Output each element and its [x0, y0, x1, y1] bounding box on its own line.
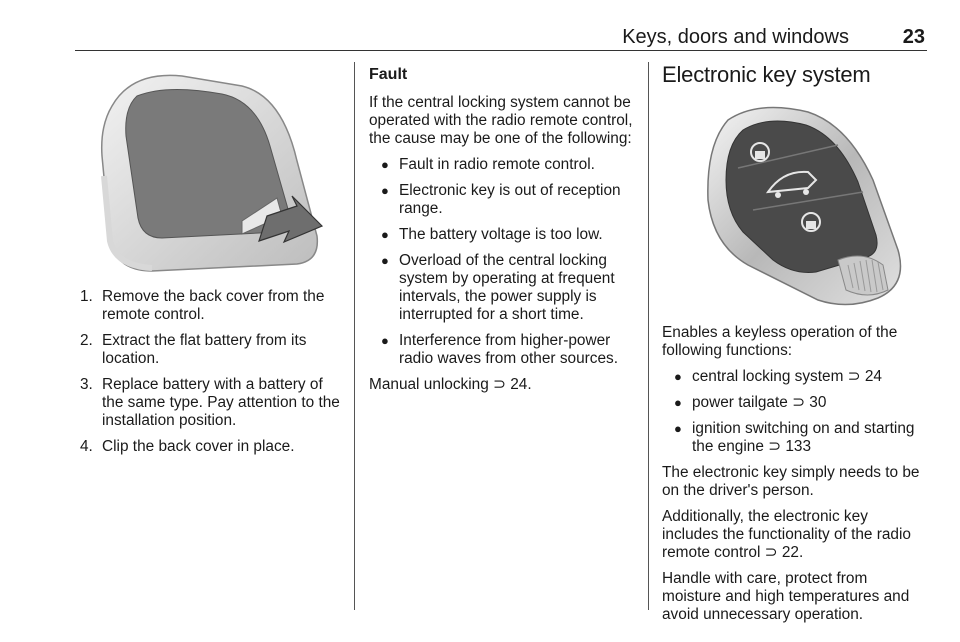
- eks-functions-list: [662, 368, 928, 456]
- key-back-cover-illustration: [92, 66, 338, 278]
- eks-paragraph: Additionally, the electronic key includes the functionality of the radio remote control ⊃ 22.: [662, 508, 911, 561]
- column-divider: [354, 62, 355, 610]
- fault-intro: If the central locking system cannot be operated with the radio remote control, the cause may be one of the following:: [369, 94, 633, 147]
- fault-causes-list: [369, 156, 635, 368]
- chapter-title: Keys, doors and windows: [622, 26, 849, 48]
- list-item: ● central locking system ⊃ 24: [674, 368, 882, 385]
- eks-paragraph: The electronic key simply needs to be on the driver's person.: [662, 464, 920, 499]
- electronic-key-column: [662, 62, 928, 632]
- list-item: ● Interference from higher-power radio waves from other sources.: [381, 332, 618, 367]
- list-item: ● The battery voltage is too low.: [381, 226, 603, 243]
- list-item: 3. Replace battery with a battery of the same type. Pay attention to the installation position.: [80, 376, 340, 429]
- section-title: Electronic key system: [662, 62, 871, 87]
- page-number: 23: [902, 26, 925, 48]
- battery-steps-list: [80, 288, 342, 456]
- list-item: 1. Remove the back cover from the remote control.: [80, 288, 325, 323]
- page-header: [75, 0, 927, 51]
- eks-intro: Enables a keyless operation of the following functions:: [662, 324, 898, 359]
- list-item: 2. Extract the flat battery from its location.: [80, 332, 307, 367]
- manual-unlocking-link[interactable]: Manual unlocking ⊃ 24.: [369, 376, 532, 393]
- eks-paragraph: Handle with care, protect from moisture and high temperatures and avoid unnecessary operation.: [662, 570, 910, 623]
- column-divider: [648, 62, 649, 610]
- list-item: ● Electronic key is out of reception range.: [381, 182, 621, 217]
- list-item: 4. Clip the back cover in place.: [80, 438, 295, 455]
- list-item: ● Overload of the central locking system by operating at frequent intervals, the power supply is interrupted for a short time.: [381, 252, 615, 323]
- list-item: ● ignition switching on and starting the engine ⊃ 133: [674, 420, 915, 455]
- list-item: ● Fault in radio remote control.: [381, 156, 595, 173]
- list-item: ● power tailgate ⊃ 30: [674, 394, 827, 411]
- fault-heading: Fault: [369, 66, 408, 83]
- fault-column: [369, 66, 635, 402]
- battery-steps-column: [80, 288, 342, 464]
